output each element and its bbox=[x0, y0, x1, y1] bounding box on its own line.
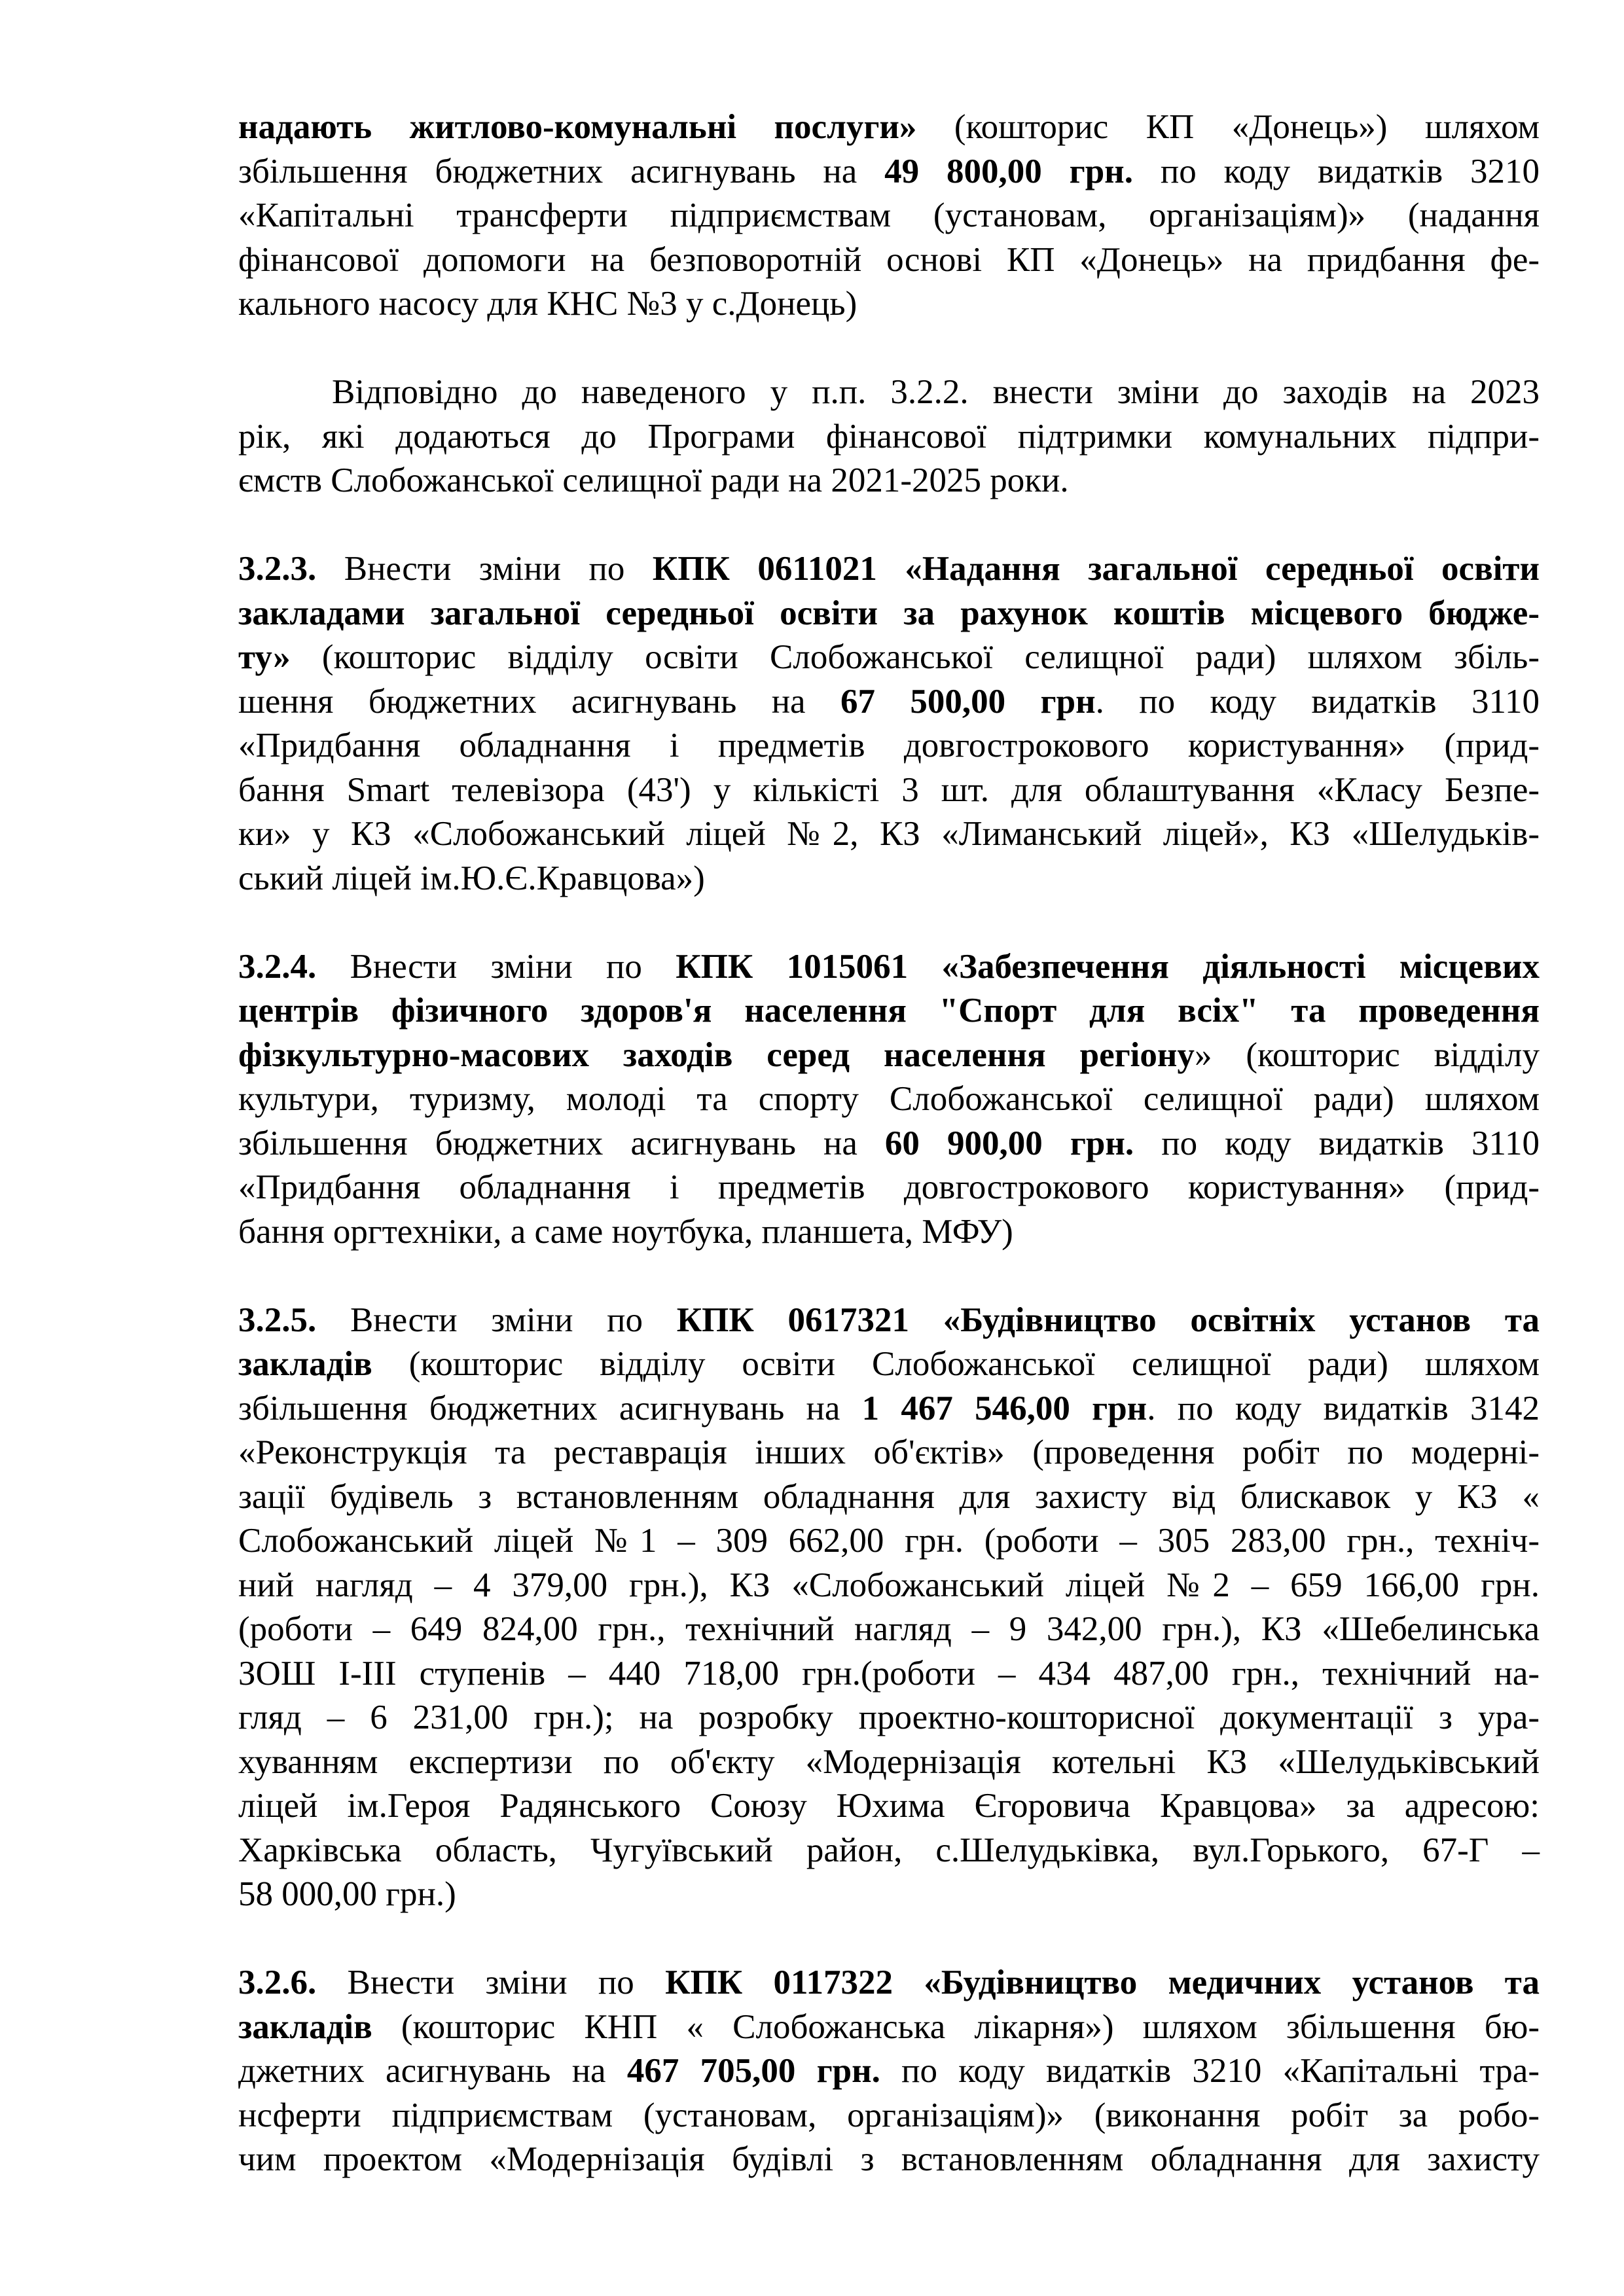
text-run: чим проектом «Модернізація будівлі з встановленням обладнання для захисту bbox=[238, 2140, 1540, 2178]
text-run: фінансової допомоги на безповоротній основі КП «Донець» на придбання фе- bbox=[238, 240, 1540, 279]
text-run: Відповідно до наведеного у п.п. 3.2.2. внести зміни до заходів на 2023 bbox=[332, 373, 1540, 411]
text-line bbox=[238, 1740, 1540, 1785]
text-line bbox=[238, 812, 1540, 857]
text-run: (кошторис відділу освіти Слобожанської селищної ради) шляхом збіль- bbox=[290, 638, 1540, 676]
text-run: (кошторис КНП « Слобожанська лікарня») шляхом збільшення бю- bbox=[372, 2007, 1540, 2046]
text-run: збільшення бюджетних асигнувань на bbox=[238, 152, 885, 190]
text-line bbox=[238, 945, 1540, 990]
text-line bbox=[238, 1342, 1540, 1387]
text-line bbox=[238, 459, 1540, 503]
text-run: Внести зміни по bbox=[316, 1964, 666, 2001]
paragraph bbox=[238, 370, 1540, 503]
text-line bbox=[238, 194, 1540, 238]
text-run: . по коду видатків 3110 bbox=[1095, 682, 1540, 721]
text-run: ліцей ім.Героя Радянського Союзу Юхима Єгоровича Кравцова» за адресою: bbox=[238, 1787, 1540, 1825]
text-run: шення бюджетних асигнувань на bbox=[238, 682, 840, 721]
text-line bbox=[238, 547, 1540, 592]
text-run: ту» bbox=[238, 638, 291, 676]
text-run: хуванням експертизи по об'єкту «Модернізація котельні КЗ «Шелудьківський bbox=[238, 1742, 1540, 1781]
text-line bbox=[238, 2094, 1540, 2138]
text-run: 58 000,00 грн.) bbox=[238, 1875, 456, 1913]
text-run: по коду видатків 3210 «Капітальні тра- bbox=[880, 2052, 1540, 2090]
text-run: 3.2.5. bbox=[238, 1300, 317, 1339]
text-run: Слобожанський ліцей №1 – 309 662,00 грн. (роботи – 305 283,00 грн., техніч- bbox=[238, 1522, 1540, 1560]
text-run: гляд – 6 231,00 грн.); на розробку проектно-кошторисної документації з ура- bbox=[238, 1698, 1540, 1736]
text-run: (кошторис КП «Донець») шляхом bbox=[916, 108, 1540, 146]
text-line bbox=[238, 592, 1540, 636]
text-line bbox=[238, 1387, 1540, 1431]
text-line bbox=[238, 2005, 1540, 2050]
text-run: «Капітальні трансферти підприємствам (установам, організаціям)» (надання bbox=[238, 196, 1540, 234]
text-line bbox=[238, 1696, 1540, 1740]
paragraph bbox=[238, 105, 1540, 327]
text-run: КПК 0611021 «Надання загальної середньої освіти bbox=[652, 550, 1540, 588]
document-body bbox=[238, 105, 1540, 2182]
text-run: ємств Слобожанської селищної ради на 2021-2025 роки. bbox=[238, 461, 1069, 499]
text-line bbox=[238, 1607, 1540, 1652]
text-line bbox=[238, 724, 1540, 768]
text-run: центрів фізичного здоров'я населення "Спорт для всіх" та проведення bbox=[238, 992, 1540, 1030]
text-line bbox=[238, 105, 1540, 150]
text-run: Внести зміни по bbox=[316, 947, 676, 986]
text-line bbox=[238, 2049, 1540, 2094]
text-run: закладів bbox=[238, 1345, 372, 1383]
text-run: 467 705,00 грн. bbox=[626, 2052, 880, 2090]
text-line bbox=[238, 680, 1540, 725]
text-run: 67 500,00 грн bbox=[840, 682, 1096, 721]
text-line bbox=[238, 768, 1540, 813]
text-line bbox=[238, 2138, 1540, 2182]
text-run: КПК 0617321 «Будівництво освітніх установ та bbox=[676, 1300, 1540, 1339]
text-line bbox=[238, 1519, 1540, 1564]
text-run: надають житлово-комунальні послуги» bbox=[238, 108, 917, 146]
text-line bbox=[238, 989, 1540, 1033]
text-line bbox=[238, 1784, 1540, 1829]
text-run: КПК 0117322 «Будівництво медичних установ та bbox=[665, 1964, 1540, 2001]
text-run: Харківська область, Чугуївський район, с.Шелудьківка, вул.Горького, 67-Г – bbox=[238, 1831, 1540, 1869]
text-line bbox=[238, 1210, 1540, 1255]
text-run: Внести зміни по bbox=[316, 1300, 677, 1339]
text-run: по коду видатків 3110 bbox=[1134, 1124, 1540, 1162]
paragraph bbox=[238, 945, 1540, 1255]
text-line bbox=[238, 370, 1540, 415]
text-run: КПК 1015061 «Забезпечення діяльності місцевих bbox=[676, 947, 1540, 986]
text-line bbox=[238, 1299, 1540, 1343]
text-line bbox=[238, 1961, 1540, 2005]
text-run: закладами загальної середньої освіти за рахунок коштів місцевого бюдже- bbox=[238, 594, 1540, 632]
text-run: джетних асигнувань на bbox=[238, 2052, 627, 2090]
paragraph bbox=[238, 1961, 1540, 2182]
text-run: 3.2.6. bbox=[238, 1964, 317, 2001]
text-run: ський ліцей ім.Ю.Є.Кравцова») bbox=[238, 859, 705, 897]
text-run: бання Smart телевізора (43') у кількісті 3 шт. для облаштування «Класу Безпе- bbox=[238, 770, 1540, 809]
text-run: (кошторис відділу освіти Слобожанської селищної ради) шляхом bbox=[372, 1345, 1540, 1383]
text-line bbox=[238, 282, 1540, 327]
text-line bbox=[238, 636, 1540, 680]
text-run: 1 467 546,00 грн bbox=[861, 1389, 1147, 1427]
text-line bbox=[238, 1033, 1540, 1078]
text-run: 3.2.3. bbox=[238, 550, 317, 588]
text-run: культури, туризму, молоді та спорту Слобожанської селищної ради) шляхом bbox=[238, 1080, 1540, 1118]
text-line bbox=[238, 1652, 1540, 1696]
paragraph bbox=[238, 547, 1540, 901]
text-run: збільшення бюджетних асигнувань на bbox=[238, 1389, 862, 1427]
text-run: рік, які додаються до Програми фінансової підтримки комунальних підпри- bbox=[238, 417, 1540, 456]
text-line bbox=[238, 1431, 1540, 1475]
text-run: кального насосу для КНС №3 у с.Донець) bbox=[238, 285, 857, 323]
text-run: Внести зміни по bbox=[316, 550, 653, 588]
text-run: збільшення бюджетних асигнувань на bbox=[238, 1124, 885, 1162]
text-line bbox=[238, 238, 1540, 283]
text-run: «Придбання обладнання і предметів довгострокового користування» (прид- bbox=[238, 726, 1540, 764]
text-run: (роботи – 649 824,00 грн., технічний нагляд – 9 342,00 грн.), КЗ «Шебелинська bbox=[238, 1610, 1540, 1648]
text-run: ки» у КЗ «Слобожанський ліцей №2, КЗ «Лиманський ліцей», КЗ «Шелудьків- bbox=[238, 815, 1540, 853]
text-run: бання оргтехніки, а саме ноутбука, планшета, МФУ) bbox=[238, 1212, 1013, 1251]
text-line bbox=[238, 150, 1540, 194]
text-run: 3.2.4. bbox=[238, 947, 317, 986]
text-line bbox=[238, 1829, 1540, 1873]
text-run: ний нагляд – 4 379,00 грн.), КЗ «Слобожанський ліцей №2 – 659 166,00 грн. bbox=[238, 1566, 1540, 1604]
text-run: 49 800,00 грн. bbox=[884, 152, 1133, 190]
text-line bbox=[238, 415, 1540, 459]
text-line bbox=[238, 1873, 1540, 1917]
text-run: закладів bbox=[238, 2007, 372, 2046]
text-run: по коду видатків 3210 bbox=[1132, 152, 1540, 190]
text-line bbox=[238, 1564, 1540, 1608]
text-run: фізкультурно-масових заходів серед населення регіону bbox=[238, 1035, 1195, 1074]
text-run: » (кошторис відділу bbox=[1194, 1035, 1540, 1074]
paragraph bbox=[238, 1299, 1540, 1917]
text-run: нсферти підприємствам (установам, організаціям)» (виконання робіт за робо- bbox=[238, 2096, 1540, 2134]
text-run: зації будівель з встановленням обладнання для захисту від блискавок у КЗ « bbox=[238, 1477, 1540, 1516]
text-line bbox=[238, 1122, 1540, 1166]
text-line bbox=[238, 1475, 1540, 1520]
text-line bbox=[238, 857, 1540, 901]
text-run: «Придбання обладнання і предметів довгострокового користування» (прид- bbox=[238, 1168, 1540, 1206]
text-line bbox=[238, 1166, 1540, 1210]
text-line bbox=[238, 1077, 1540, 1122]
text-run: «Реконструкція та реставрація інших об'єктів» (проведення робіт по модерні- bbox=[238, 1433, 1540, 1471]
text-run: . по коду видатків 3142 bbox=[1147, 1389, 1540, 1427]
text-run: ЗОШ І-ІІІ ступенів – 440 718,00 грн.(роботи – 434 487,00 грн., технічний на- bbox=[238, 1654, 1540, 1693]
text-run: 60 900,00 грн. bbox=[884, 1124, 1134, 1162]
